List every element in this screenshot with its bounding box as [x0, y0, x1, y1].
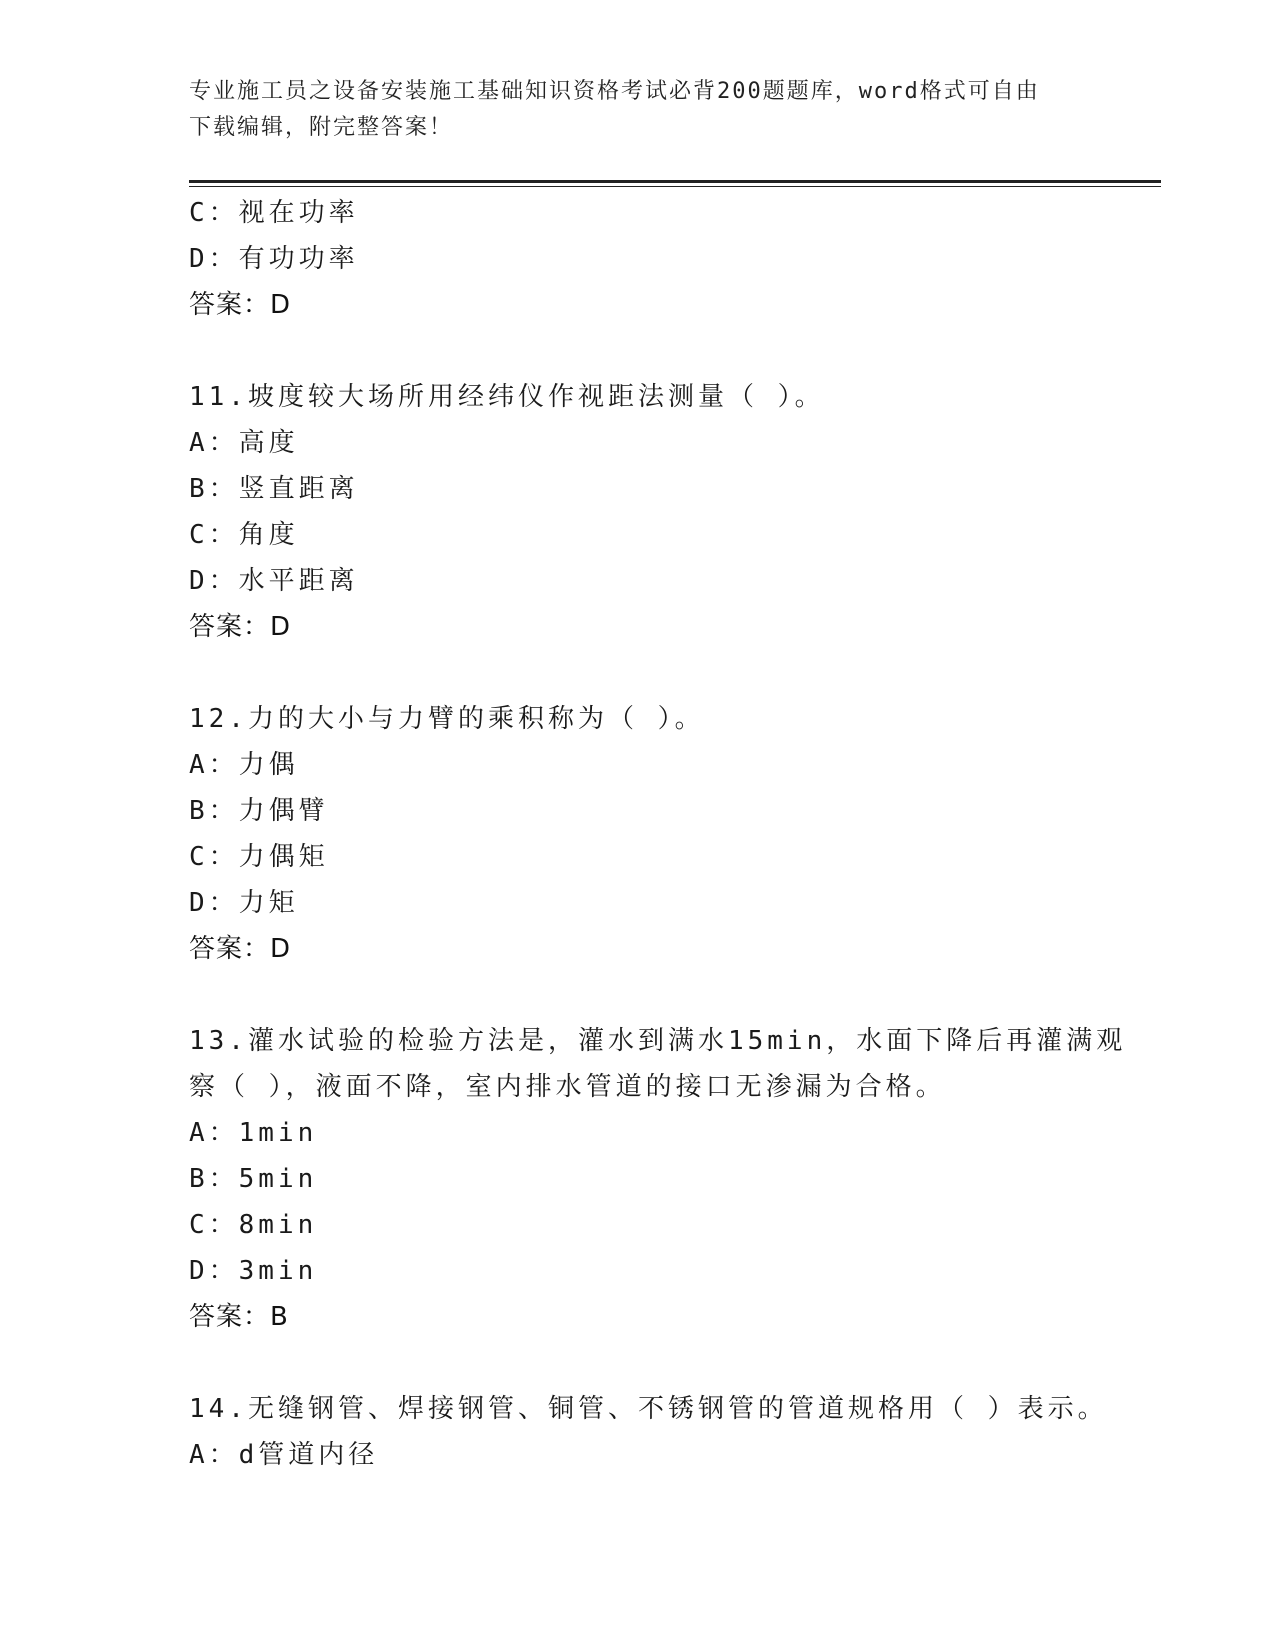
option-d: D：水平距离	[189, 566, 359, 596]
question-12	[189, 696, 1109, 972]
header-divider-thick	[189, 180, 1161, 183]
option-c: C：力偶矩	[189, 842, 329, 872]
option-a: A：1min	[189, 1118, 318, 1148]
spacer	[189, 328, 1109, 374]
question-13	[189, 1018, 1127, 1340]
option-c: C：8min	[189, 1210, 318, 1240]
option-a: A：高度	[189, 428, 299, 458]
spacer	[189, 650, 1109, 696]
spacer	[189, 972, 1109, 1018]
option-d: D：3min	[189, 1256, 318, 1286]
document-header	[189, 74, 1089, 146]
option-d: D：有功功率	[189, 244, 359, 274]
header-line-1: 专业施工员之设备安装施工基础知识资格考试必背200题题库，word格式可自由	[189, 79, 1040, 104]
option-b: B：5min	[189, 1164, 318, 1194]
question-11	[189, 374, 1109, 650]
question-list	[189, 190, 1127, 1478]
option-d: D：力矩	[189, 888, 299, 918]
option-a: A：力偶	[189, 750, 299, 780]
question-10-remainder	[189, 190, 1109, 328]
spacer	[189, 1340, 1109, 1386]
answer-line: 答案：D	[189, 290, 292, 320]
header-line-2: 下载编辑，附完整答案！	[189, 115, 454, 140]
option-c: C：视在功率	[189, 198, 359, 228]
question-stem-line-2: 察（ ），液面不降，室内排水管道的接口无渗漏为合格。	[189, 1072, 946, 1102]
option-c: C：角度	[189, 520, 299, 550]
answer-line: 答案：D	[189, 934, 292, 964]
option-b: B：力偶臂	[189, 796, 329, 826]
answer-line: 答案：D	[189, 612, 292, 642]
question-stem-line-1: 13.灌水试验的检验方法是，灌水到满水15min，水面下降后再灌满观	[189, 1026, 1127, 1056]
question-stem: 12.力的大小与力臂的乘积称为（ ）。	[189, 704, 705, 734]
header-divider-thin	[189, 186, 1161, 187]
question-stem: 11.坡度较大场所用经纬仪作视距法测量（ ）。	[189, 382, 825, 412]
option-b: B：竖直距离	[189, 474, 359, 504]
question-stem: 14.无缝钢管、焊接钢管、铜管、不锈钢管的管道规格用（ ）表示。	[189, 1394, 1108, 1424]
question-14	[189, 1386, 1109, 1478]
answer-line: 答案：B	[189, 1302, 289, 1332]
option-a: A：d管道内径	[189, 1440, 379, 1470]
